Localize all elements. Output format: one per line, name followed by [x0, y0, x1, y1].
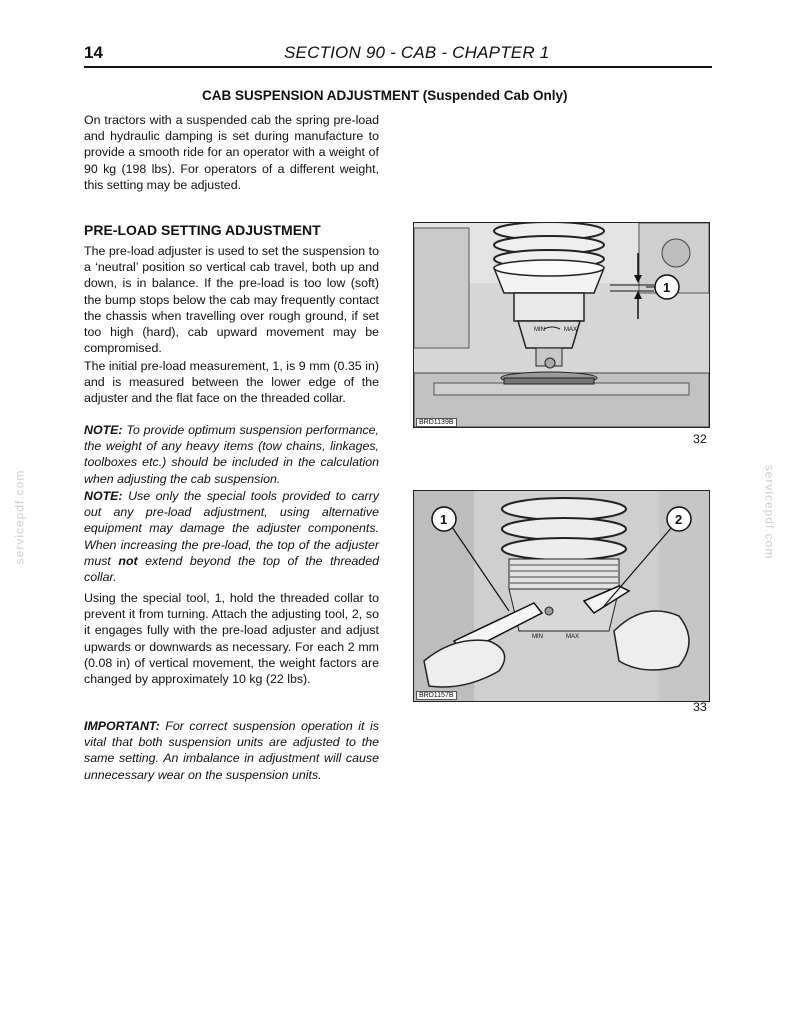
preload-paragraph-3-block	[84, 590, 379, 687]
figure-33-code: BRD1157B	[416, 691, 457, 700]
figure-32-number: 32	[693, 432, 707, 446]
tool-min-label: MIN	[532, 634, 543, 640]
watermark-left: servicepdf.com	[12, 469, 27, 565]
page-header	[84, 40, 712, 68]
important-note	[84, 718, 379, 783]
figure-33-number: 33	[693, 700, 707, 714]
section-title: SECTION 90 - CAB - CHAPTER 1	[284, 43, 550, 62]
preload-paragraph-1: The pre-load adjuster is used to set the suspension to a ‘neutral’ position so vertical cab travel, both up and down, is in balance. If the pre-load is too low (soft) the bump stops below the cab may frequently contact the chassis when travelling over rough ground, if set too high (hard), cab upward movement may be compromised.	[84, 244, 379, 356]
figure-33	[413, 490, 710, 702]
callout-1-label: 1	[663, 280, 671, 295]
main-heading: CAB SUSPENSION ADJUSTMENT (Suspended Cab Only)	[202, 88, 568, 103]
intro-paragraph: On tractors with a suspended cab the spring pre-load and hydraulic damping is set during manufacture to provide a smooth ride for an operator with a weight of 90 kg (198 lbs). For operators of a different weight, this setting may be adjusted.	[84, 113, 379, 192]
intro-section	[84, 112, 379, 193]
suspension-adjuster-illustration	[414, 223, 709, 427]
note-1-text: To provide optimum suspension performance, the weight of any heavy items (tow chains, linkages, toolboxes etc.) should be included in the calculation when adjusting the cab suspension.	[84, 423, 379, 486]
important-text: For correct suspension operation it is vital that both suspension units are adjusted to the same setting. An imbalance in adjustment will cause unnecessary wear on the suspension units.	[84, 719, 379, 782]
figure-32	[413, 222, 710, 428]
figure-32-code: BRD1139B	[416, 418, 457, 427]
adjuster-max-label: MAX	[564, 327, 578, 333]
important-label: IMPORTANT:	[84, 719, 160, 733]
page-number: 14	[84, 43, 103, 62]
callout-2-label: 2	[675, 512, 683, 527]
adjusting-tools-illustration	[414, 491, 709, 701]
note-2-label: NOTE:	[84, 489, 123, 503]
watermark-right: servicepdf.com	[762, 464, 777, 560]
note-1-block	[84, 422, 379, 487]
note-2	[84, 488, 379, 585]
preload-paragraph-2-block	[84, 358, 379, 407]
note-1-label: NOTE:	[84, 423, 123, 437]
note-1	[84, 422, 379, 487]
note-2-text-a: Use only the special tools provided to carry out any pre-load adjustment, using alternative equipment may damage the adjuster components. When increasing the pre-load, the top of the adjuster must	[84, 489, 379, 568]
tool-max-label: MAX	[566, 634, 580, 640]
preload-paragraph-2: The initial pre-load measurement, 1, is 9 mm (0.35 in) and is measured between the lower edge of the adjuster and the flat face on the threaded collar.	[84, 359, 379, 406]
note-2-text-b: extend beyond the top of the threaded collar.	[84, 553, 379, 585]
adjuster-min-label: MIN	[534, 327, 545, 333]
callout-1-label: 1	[440, 512, 448, 527]
preload-paragraph-3: Using the special tool, 1, hold the threaded collar to prevent it from turning. Attach the adjusting tool, 2, so it engages fully with the pre-load adjuster and adjust upwards or downwards as necessary. For each 2 mm (0.08 in) of vertical movement, the weight factors are changed by approximately 10 kg (22 lbs).	[84, 591, 379, 687]
note-2-block	[84, 488, 379, 585]
preload-heading: PRE-LOAD SETTING ADJUSTMENT	[84, 222, 321, 238]
important-block	[84, 718, 379, 783]
preload-paragraph-1-block	[84, 243, 379, 356]
note-2-emphasis: not	[118, 553, 138, 568]
